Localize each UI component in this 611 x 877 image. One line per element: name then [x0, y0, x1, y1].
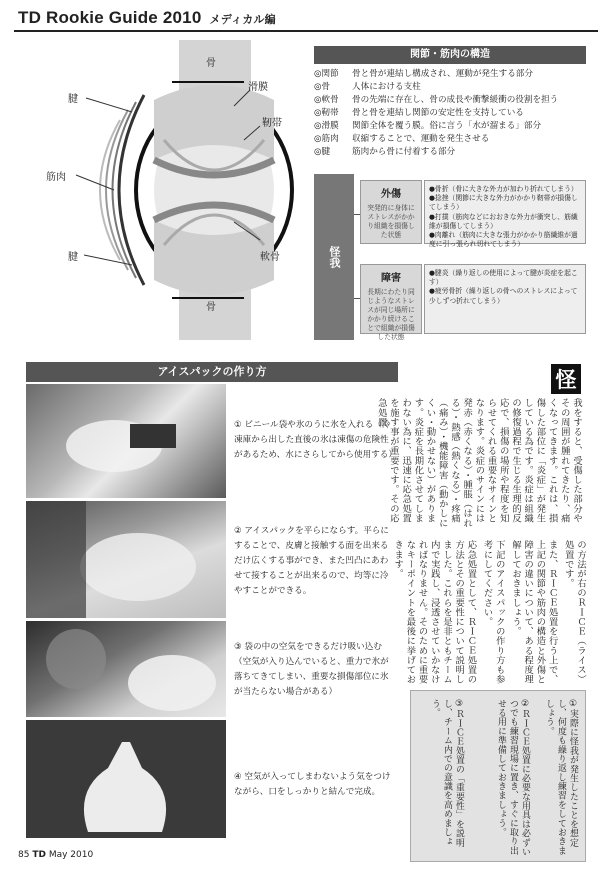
- structure-desc: 収縮することで、運動を発生させる: [352, 134, 490, 144]
- structure-term: ◎滑膜: [314, 121, 339, 131]
- structure-desc: 人体における支柱: [352, 82, 421, 92]
- header-rule: [14, 30, 598, 32]
- icepack-step: ③ 袋の中の空気をできるだけ吸い込む（空気が入り込んでいると、重力で氷が落ちてきてしまい、重要な損傷部位に氷が当たらない場合がある）: [234, 642, 389, 697]
- icepack-step: ④ 空気が入ってしまわないよう気をつけながら、口をしっかりと結んで完成。: [234, 772, 391, 797]
- article-paragraph: の方法が右のＲＩＣＥ（ライス）処置です。: [562, 540, 586, 684]
- step2-photo: [26, 501, 226, 618]
- icepack-step: ① ビニール袋や氷のうに氷を入れる（冷凍庫から出した直後の氷は凍傷の危険性があるため、水にさらしてから使用する）: [234, 420, 397, 460]
- trauma-item: ●捻挫（関節に大きな外力がかかり靭帯が損傷してしまう）: [429, 194, 578, 212]
- article-paragraph: また、ＲＩＣＥ処置を行う上で、上記の関節や筋肉の構造と外傷と障害の違いについて、ある程度理解しておきましょう。: [509, 540, 558, 684]
- icepack-step: ② アイスパックを平らにならす。平らにすることで、皮膚と接触する面を出来るだけ広くする事ができ、また凹凸にあわせて接することが出来るので、均等に冷やすことができる。: [234, 526, 389, 596]
- trauma-item: ●骨折（骨に大きな外力が加わり折れてしまう）: [429, 185, 578, 193]
- structure-row: [314, 107, 584, 120]
- bone-top-label: 骨: [206, 58, 216, 69]
- disorder-desc: 長期にわたり同じようなストレスが同じ場所にかかり続けることで組織が損傷した状態: [367, 288, 415, 341]
- footer-date: May 2010: [48, 850, 94, 860]
- joint-diagram: [24, 40, 304, 340]
- trauma-box: [360, 180, 422, 244]
- muscle-label: 筋肉: [46, 172, 66, 183]
- cartilage-label: 軟骨: [260, 252, 280, 263]
- page-footer: [18, 850, 93, 860]
- injury-main-label: 怪我: [314, 174, 354, 340]
- disorder-item: ●腱炎（繰り返しの使用によって腱が炎症を起こす）: [429, 269, 578, 287]
- structure-desc: 筋肉から骨に付着する部分: [352, 147, 456, 157]
- structure-desc: 関節全体を覆う膜。俗に言う「水が溜まる」部分: [352, 121, 542, 131]
- structure-desc: 骨と骨が連結し構成され、運動が発生する部分: [352, 69, 533, 79]
- article-paragraph: 下記のアイスパックの作り方も参考にしてください。: [481, 540, 505, 684]
- structure-term: ◎関節: [314, 69, 339, 79]
- article-lower: [392, 540, 586, 685]
- structure-term: ◎筋肉: [314, 134, 339, 144]
- article-initial: 怪: [551, 364, 581, 394]
- header-title: TD Rookie Guide 2010: [18, 8, 202, 27]
- tendon-top-label: 腱: [68, 94, 78, 105]
- disorder-title: 障害: [381, 273, 401, 284]
- page-number: 85: [18, 850, 30, 860]
- step1-photo: [26, 384, 226, 498]
- structure-row: [314, 68, 584, 81]
- tip-item: ①実際に怪我が発生したことを想定し、何度も繰り返し練習をしておきましょう。: [544, 699, 578, 856]
- structure-title: 関節・筋肉の構造: [314, 46, 586, 64]
- disorder-box: [360, 264, 422, 341]
- tip-item: ③ＲＩＣＥ処置の「重要性」を説明し、チーム内での意識を高めましょう。: [430, 699, 464, 848]
- synovium-label: 滑膜: [248, 82, 268, 93]
- structure-desc: 骨と骨を連結し関節の安定性を支持している: [352, 108, 524, 118]
- structure-term: ◎腱: [314, 147, 331, 157]
- trauma-item: ●打撲（筋肉などにおおきな外力が衝突し、筋繊維が損傷してしまう）: [429, 212, 578, 230]
- trauma-items: [424, 180, 586, 249]
- article-col: 我をすると、受傷した部分やその周囲が腫れてきたり、痛くなってきます。これは、損傷した部位に「炎症」が発生している為です。炎症は組織の修復過程で生じる生理的反応で、損傷の場所や程度を知らせてくれる重要なサインとなります。炎症のサインには発赤（赤くなる）・腫脹（はれる）・熱感（熱くなる）・疼痛（痛み）・機能障害（動かしにくい・動かせない）があります。炎症を長期化させてしまわない為に、迅速に応急処置を施す事が重要です。その応急処置: [375, 398, 582, 528]
- article-paragraph: 応急処置として、ＲＩＣＥ処置の方法とその重要性について説明しました。これらを是非ともチーム内で実践し、浸透させていかなければなりません。そのために重要なキーポイントを最後に挙げておきます。: [392, 540, 477, 684]
- tendon-bottom-label: 腱: [68, 252, 78, 263]
- structure-row: [314, 94, 584, 107]
- disorder-items: [424, 264, 586, 334]
- structure-term: ◎軟骨: [314, 95, 339, 105]
- ligament-label: 靭帯: [262, 118, 282, 129]
- trauma-item: ●肉離れ（筋肉に大きな張力がかかり筋繊維が過度に引っ張られ切れてしまう）: [429, 231, 578, 249]
- tip-item: ②ＲＩＣＥ処置に必要な用具は必ずいつでも練習現場に置き、すぐに取り出せる用に準備しておきましょう。: [496, 699, 530, 857]
- structure-table: [314, 46, 586, 159]
- structure-term: ◎靭帯: [314, 108, 339, 118]
- disorder-item: ●疲労骨折（繰り返しの骨へのストレスによって少しずつ折れてしまう）: [429, 287, 578, 305]
- trauma-desc: 突発的に身体にストレスがかかり組織を損傷した状態: [367, 204, 415, 239]
- structure-row: [314, 120, 584, 133]
- structure-row: [314, 133, 584, 146]
- structure-desc: 骨の先端に存在し、骨の成長や衝撃緩衝の役割を担う: [352, 95, 559, 105]
- bone-bottom-label: 骨: [206, 302, 216, 313]
- structure-row: [314, 146, 584, 159]
- step4-photo: [26, 720, 226, 838]
- footer-magazine: TD: [32, 850, 46, 860]
- trauma-title: 外傷: [381, 189, 401, 200]
- magazine-header: [18, 8, 276, 28]
- tips-box: [410, 690, 586, 862]
- injury-chart: [314, 174, 586, 340]
- icepack-title: アイスパックの作り方: [26, 362, 398, 382]
- step3-photo: [26, 621, 226, 717]
- header-subtitle: メディカル編: [209, 14, 276, 26]
- structure-row: [314, 81, 584, 94]
- structure-term: ◎骨: [314, 82, 331, 92]
